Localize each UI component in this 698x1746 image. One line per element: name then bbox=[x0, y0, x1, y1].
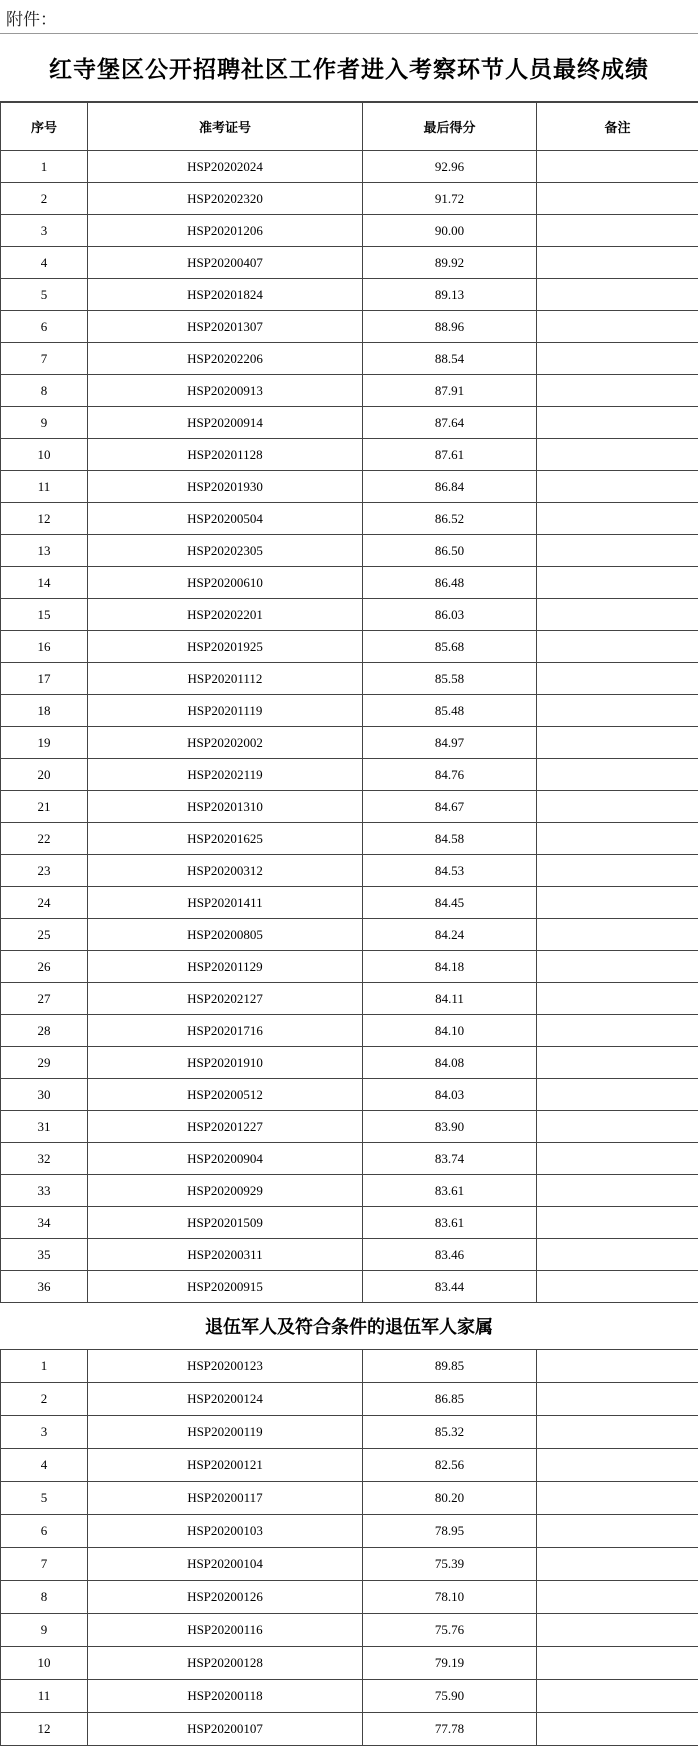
cell-remark bbox=[537, 1548, 698, 1581]
table-row bbox=[1, 183, 698, 215]
header-exam-no: 准考证号 bbox=[88, 103, 363, 151]
cell-exam-no: HSP20201227 bbox=[88, 1111, 363, 1143]
table-row bbox=[1, 1581, 698, 1614]
cell-score: 88.54 bbox=[363, 343, 537, 375]
table-row bbox=[1, 951, 698, 983]
cell-exam-no: HSP20200512 bbox=[88, 1079, 363, 1111]
veteran-section-title: 退伍军人及符合条件的退伍军人家属 bbox=[205, 1316, 493, 1338]
cell-exam-no: HSP20200904 bbox=[88, 1143, 363, 1175]
table-row bbox=[1, 535, 698, 567]
cell-seq: 19 bbox=[1, 727, 88, 759]
cell-score: 85.32 bbox=[363, 1416, 537, 1449]
table-row bbox=[1, 1482, 698, 1515]
cell-score: 87.64 bbox=[363, 407, 537, 439]
cell-remark bbox=[537, 375, 698, 407]
cell-remark bbox=[537, 1614, 698, 1647]
cell-seq: 32 bbox=[1, 1143, 88, 1175]
cell-remark bbox=[537, 1239, 698, 1271]
cell-exam-no: HSP20200121 bbox=[88, 1449, 363, 1482]
cell-score: 84.08 bbox=[363, 1047, 537, 1079]
cell-seq: 12 bbox=[1, 1713, 88, 1746]
cell-seq: 17 bbox=[1, 663, 88, 695]
cell-score: 83.44 bbox=[363, 1271, 537, 1303]
cell-exam-no: HSP20200610 bbox=[88, 567, 363, 599]
table-row bbox=[1, 1175, 698, 1207]
table-row bbox=[1, 311, 698, 343]
cell-score: 84.58 bbox=[363, 823, 537, 855]
cell-remark bbox=[537, 1647, 698, 1680]
cell-exam-no: HSP20201206 bbox=[88, 215, 363, 247]
cell-exam-no: HSP20200107 bbox=[88, 1713, 363, 1746]
cell-score: 86.48 bbox=[363, 567, 537, 599]
cell-exam-no: HSP20201716 bbox=[88, 1015, 363, 1047]
cell-score: 83.61 bbox=[363, 1207, 537, 1239]
cell-seq: 5 bbox=[1, 279, 88, 311]
cell-exam-no: HSP20200119 bbox=[88, 1416, 363, 1449]
cell-remark bbox=[537, 407, 698, 439]
cell-remark bbox=[537, 1581, 698, 1614]
cell-remark bbox=[537, 1207, 698, 1239]
cell-remark bbox=[537, 759, 698, 791]
attachment-row bbox=[0, 0, 698, 34]
cell-seq: 24 bbox=[1, 887, 88, 919]
cell-exam-no: HSP20202305 bbox=[88, 535, 363, 567]
cell-exam-no: HSP20201307 bbox=[88, 311, 363, 343]
cell-exam-no: HSP20202201 bbox=[88, 599, 363, 631]
cell-seq: 11 bbox=[1, 1680, 88, 1713]
table-row bbox=[1, 919, 698, 951]
cell-seq: 4 bbox=[1, 1449, 88, 1482]
cell-seq: 18 bbox=[1, 695, 88, 727]
cell-score: 84.11 bbox=[363, 983, 537, 1015]
cell-score: 88.96 bbox=[363, 311, 537, 343]
cell-score: 85.58 bbox=[363, 663, 537, 695]
cell-seq: 29 bbox=[1, 1047, 88, 1079]
cell-seq: 23 bbox=[1, 855, 88, 887]
cell-exam-no: HSP20201129 bbox=[88, 951, 363, 983]
cell-seq: 9 bbox=[1, 1614, 88, 1647]
cell-exam-no: HSP20201119 bbox=[88, 695, 363, 727]
attachment-label: 附件： bbox=[6, 10, 57, 30]
header-seq: 序号 bbox=[1, 103, 88, 151]
scores-table bbox=[0, 102, 698, 1303]
table-row bbox=[1, 247, 698, 279]
cell-seq: 2 bbox=[1, 1383, 88, 1416]
cell-remark bbox=[537, 887, 698, 919]
table-row bbox=[1, 439, 698, 471]
cell-remark bbox=[537, 279, 698, 311]
cell-exam-no: HSP20200123 bbox=[88, 1350, 363, 1383]
cell-score: 78.10 bbox=[363, 1581, 537, 1614]
cell-score: 84.24 bbox=[363, 919, 537, 951]
cell-score: 75.76 bbox=[363, 1614, 537, 1647]
cell-score: 89.92 bbox=[363, 247, 537, 279]
cell-remark bbox=[537, 695, 698, 727]
cell-exam-no: HSP20202320 bbox=[88, 183, 363, 215]
page-title: 红寺堡区公开招聘社区工作者进入考察环节人员最终成绩 bbox=[49, 57, 649, 83]
cell-seq: 2 bbox=[1, 183, 88, 215]
cell-seq: 28 bbox=[1, 1015, 88, 1047]
table-row bbox=[1, 1647, 698, 1680]
cell-exam-no: HSP20200913 bbox=[88, 375, 363, 407]
cell-seq: 21 bbox=[1, 791, 88, 823]
cell-seq: 15 bbox=[1, 599, 88, 631]
cell-exam-no: HSP20201509 bbox=[88, 1207, 363, 1239]
table-row bbox=[1, 727, 698, 759]
cell-score: 84.97 bbox=[363, 727, 537, 759]
cell-exam-no: HSP20200312 bbox=[88, 855, 363, 887]
cell-exam-no: HSP20201310 bbox=[88, 791, 363, 823]
cell-remark bbox=[537, 663, 698, 695]
cell-seq: 11 bbox=[1, 471, 88, 503]
cell-score: 86.85 bbox=[363, 1383, 537, 1416]
cell-score: 89.85 bbox=[363, 1350, 537, 1383]
cell-seq: 10 bbox=[1, 1647, 88, 1680]
cell-seq: 6 bbox=[1, 311, 88, 343]
cell-remark bbox=[537, 631, 698, 663]
cell-exam-no: HSP20202119 bbox=[88, 759, 363, 791]
cell-remark bbox=[537, 567, 698, 599]
table-row bbox=[1, 1143, 698, 1175]
cell-score: 92.96 bbox=[363, 151, 537, 183]
cell-exam-no: HSP20201128 bbox=[88, 439, 363, 471]
cell-seq: 34 bbox=[1, 1207, 88, 1239]
table-row bbox=[1, 375, 698, 407]
cell-remark bbox=[537, 1271, 698, 1303]
table-row bbox=[1, 1449, 698, 1482]
cell-seq: 30 bbox=[1, 1079, 88, 1111]
table-row bbox=[1, 567, 698, 599]
cell-exam-no: HSP20202127 bbox=[88, 983, 363, 1015]
cell-remark bbox=[537, 951, 698, 983]
cell-score: 83.74 bbox=[363, 1143, 537, 1175]
cell-remark bbox=[537, 471, 698, 503]
cell-remark bbox=[537, 1713, 698, 1746]
cell-seq: 7 bbox=[1, 1548, 88, 1581]
table-row bbox=[1, 1614, 698, 1647]
table-row bbox=[1, 887, 698, 919]
cell-remark bbox=[537, 503, 698, 535]
cell-score: 80.20 bbox=[363, 1482, 537, 1515]
cell-exam-no: HSP20200504 bbox=[88, 503, 363, 535]
table-row bbox=[1, 1271, 698, 1303]
cell-score: 84.45 bbox=[363, 887, 537, 919]
cell-score: 75.39 bbox=[363, 1548, 537, 1581]
table-row bbox=[1, 759, 698, 791]
cell-score: 86.50 bbox=[363, 535, 537, 567]
cell-remark bbox=[537, 1079, 698, 1111]
cell-exam-no: HSP20201910 bbox=[88, 1047, 363, 1079]
cell-seq: 14 bbox=[1, 567, 88, 599]
cell-exam-no: HSP20200124 bbox=[88, 1383, 363, 1416]
veteran-scores-table bbox=[0, 1349, 698, 1746]
cell-score: 91.72 bbox=[363, 183, 537, 215]
table-row bbox=[1, 663, 698, 695]
cell-exam-no: HSP20200103 bbox=[88, 1515, 363, 1548]
cell-remark bbox=[537, 1015, 698, 1047]
table-row bbox=[1, 1548, 698, 1581]
cell-remark bbox=[537, 311, 698, 343]
title-row bbox=[0, 34, 698, 102]
cell-seq: 8 bbox=[1, 1581, 88, 1614]
table-row bbox=[1, 1239, 698, 1271]
header-score: 最后得分 bbox=[363, 103, 537, 151]
cell-exam-no: HSP20201112 bbox=[88, 663, 363, 695]
cell-seq: 12 bbox=[1, 503, 88, 535]
table-row bbox=[1, 1713, 698, 1746]
cell-score: 78.95 bbox=[363, 1515, 537, 1548]
cell-remark bbox=[537, 727, 698, 759]
cell-remark bbox=[537, 1449, 698, 1482]
cell-seq: 27 bbox=[1, 983, 88, 1015]
cell-score: 83.90 bbox=[363, 1111, 537, 1143]
cell-remark bbox=[537, 535, 698, 567]
cell-remark bbox=[537, 791, 698, 823]
table-row bbox=[1, 1383, 698, 1416]
cell-exam-no: HSP20202024 bbox=[88, 151, 363, 183]
cell-remark bbox=[537, 1143, 698, 1175]
cell-remark bbox=[537, 823, 698, 855]
cell-remark bbox=[537, 151, 698, 183]
cell-exam-no: HSP20200126 bbox=[88, 1581, 363, 1614]
cell-exam-no: HSP20200929 bbox=[88, 1175, 363, 1207]
cell-remark bbox=[537, 1047, 698, 1079]
table-row bbox=[1, 1350, 698, 1383]
cell-exam-no: HSP20200116 bbox=[88, 1614, 363, 1647]
cell-exam-no: HSP20201930 bbox=[88, 471, 363, 503]
cell-remark bbox=[537, 1350, 698, 1383]
cell-exam-no: HSP20201824 bbox=[88, 279, 363, 311]
cell-exam-no: HSP20200117 bbox=[88, 1482, 363, 1515]
cell-score: 87.91 bbox=[363, 375, 537, 407]
table-row bbox=[1, 791, 698, 823]
cell-score: 84.67 bbox=[363, 791, 537, 823]
cell-exam-no: HSP20200805 bbox=[88, 919, 363, 951]
cell-seq: 9 bbox=[1, 407, 88, 439]
cell-remark bbox=[537, 183, 698, 215]
cell-score: 75.90 bbox=[363, 1680, 537, 1713]
table-row bbox=[1, 695, 698, 727]
table-row bbox=[1, 631, 698, 663]
table-row bbox=[1, 599, 698, 631]
table-row bbox=[1, 1079, 698, 1111]
cell-score: 77.78 bbox=[363, 1713, 537, 1746]
cell-remark bbox=[537, 343, 698, 375]
table-row bbox=[1, 279, 698, 311]
cell-score: 84.18 bbox=[363, 951, 537, 983]
cell-seq: 16 bbox=[1, 631, 88, 663]
cell-remark bbox=[537, 1383, 698, 1416]
cell-exam-no: HSP20200311 bbox=[88, 1239, 363, 1271]
cell-seq: 6 bbox=[1, 1515, 88, 1548]
table-row bbox=[1, 1207, 698, 1239]
cell-seq: 26 bbox=[1, 951, 88, 983]
cell-seq: 3 bbox=[1, 215, 88, 247]
cell-seq: 5 bbox=[1, 1482, 88, 1515]
cell-seq: 35 bbox=[1, 1239, 88, 1271]
cell-score: 79.19 bbox=[363, 1647, 537, 1680]
cell-remark bbox=[537, 599, 698, 631]
cell-exam-no: HSP20200915 bbox=[88, 1271, 363, 1303]
header-remark: 备注 bbox=[537, 103, 698, 151]
cell-exam-no: HSP20201411 bbox=[88, 887, 363, 919]
table-row bbox=[1, 1111, 698, 1143]
veteran-section-row bbox=[0, 1302, 698, 1349]
cell-remark bbox=[537, 1175, 698, 1207]
cell-exam-no: HSP20200128 bbox=[88, 1647, 363, 1680]
cell-score: 87.61 bbox=[363, 439, 537, 471]
cell-remark bbox=[537, 1680, 698, 1713]
cell-exam-no: HSP20201625 bbox=[88, 823, 363, 855]
cell-remark bbox=[537, 247, 698, 279]
table-row bbox=[1, 1047, 698, 1079]
cell-seq: 31 bbox=[1, 1111, 88, 1143]
cell-exam-no: HSP20200118 bbox=[88, 1680, 363, 1713]
cell-seq: 13 bbox=[1, 535, 88, 567]
cell-remark bbox=[537, 1416, 698, 1449]
cell-seq: 3 bbox=[1, 1416, 88, 1449]
cell-seq: 10 bbox=[1, 439, 88, 471]
table-row bbox=[1, 503, 698, 535]
cell-score: 84.76 bbox=[363, 759, 537, 791]
cell-remark bbox=[537, 1111, 698, 1143]
cell-exam-no: HSP20200407 bbox=[88, 247, 363, 279]
cell-score: 89.13 bbox=[363, 279, 537, 311]
table-row bbox=[1, 1515, 698, 1548]
cell-seq: 4 bbox=[1, 247, 88, 279]
cell-remark bbox=[537, 855, 698, 887]
cell-seq: 8 bbox=[1, 375, 88, 407]
table-row bbox=[1, 215, 698, 247]
cell-score: 84.03 bbox=[363, 1079, 537, 1111]
table-row bbox=[1, 471, 698, 503]
cell-seq: 25 bbox=[1, 919, 88, 951]
cell-score: 85.48 bbox=[363, 695, 537, 727]
cell-score: 83.46 bbox=[363, 1239, 537, 1271]
cell-seq: 20 bbox=[1, 759, 88, 791]
cell-exam-no: HSP20202002 bbox=[88, 727, 363, 759]
cell-seq: 36 bbox=[1, 1271, 88, 1303]
cell-seq: 33 bbox=[1, 1175, 88, 1207]
cell-score: 84.10 bbox=[363, 1015, 537, 1047]
cell-exam-no: HSP20201925 bbox=[88, 631, 363, 663]
cell-exam-no: HSP20202206 bbox=[88, 343, 363, 375]
table-row bbox=[1, 1680, 698, 1713]
cell-remark bbox=[537, 1482, 698, 1515]
cell-exam-no: HSP20200914 bbox=[88, 407, 363, 439]
cell-score: 85.68 bbox=[363, 631, 537, 663]
cell-seq: 1 bbox=[1, 151, 88, 183]
table-row bbox=[1, 343, 698, 375]
table-row bbox=[1, 1015, 698, 1047]
table-row bbox=[1, 983, 698, 1015]
cell-score: 90.00 bbox=[363, 215, 537, 247]
table-row bbox=[1, 151, 698, 183]
cell-seq: 22 bbox=[1, 823, 88, 855]
table-row bbox=[1, 407, 698, 439]
cell-exam-no: HSP20200104 bbox=[88, 1548, 363, 1581]
cell-remark bbox=[537, 983, 698, 1015]
table-row bbox=[1, 1416, 698, 1449]
cell-score: 86.84 bbox=[363, 471, 537, 503]
cell-score: 86.03 bbox=[363, 599, 537, 631]
cell-remark bbox=[537, 1515, 698, 1548]
cell-seq: 1 bbox=[1, 1350, 88, 1383]
table-row bbox=[1, 855, 698, 887]
table-row bbox=[1, 823, 698, 855]
cell-remark bbox=[537, 919, 698, 951]
cell-score: 83.61 bbox=[363, 1175, 537, 1207]
cell-score: 82.56 bbox=[363, 1449, 537, 1482]
cell-seq: 7 bbox=[1, 343, 88, 375]
cell-remark bbox=[537, 215, 698, 247]
table-header-row bbox=[1, 103, 698, 151]
cell-remark bbox=[537, 439, 698, 471]
cell-score: 86.52 bbox=[363, 503, 537, 535]
cell-score: 84.53 bbox=[363, 855, 537, 887]
